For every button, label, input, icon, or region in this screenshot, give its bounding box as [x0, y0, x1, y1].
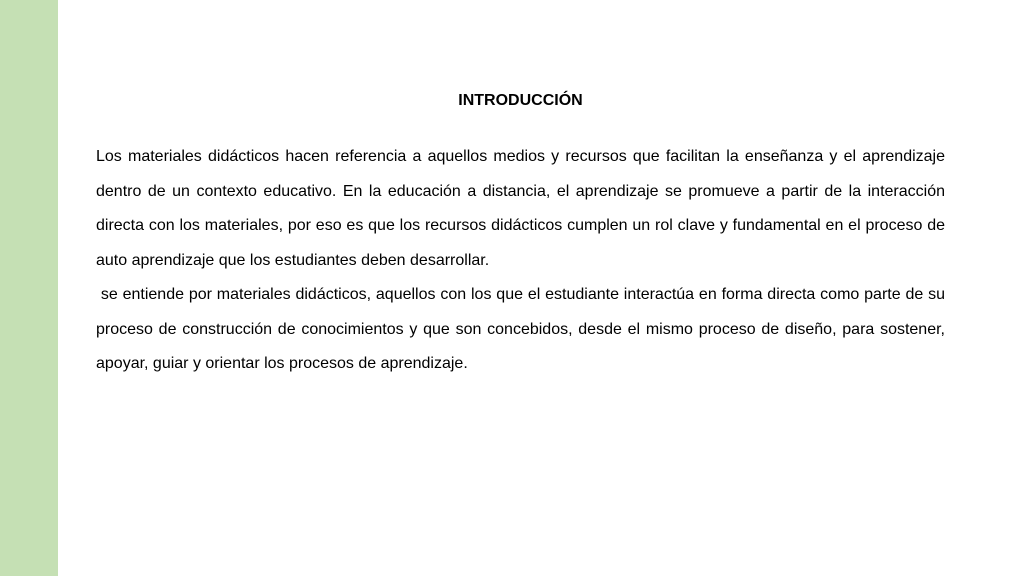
slide-title: INTRODUCCIÓN	[458, 92, 583, 109]
left-accent-band	[0, 0, 58, 576]
slide-body	[96, 140, 950, 382]
body-paragraph-2: se entiende por materiales didácticos, aquellos con los que el estudiante interactúa en forma directa como parte de su proceso de construcción de conocimientos y que son concebidos, desde el mismo proceso de diseño, para sostener, apoyar, guiar y orientar los procesos de aprendizaje.	[96, 286, 950, 372]
body-paragraph-1: Los materiales didácticos hacen referencia a aquellos medios y recursos que facilitan la enseñanza y el aprendizaje dentro de un contexto educativo. En la educación a distancia, el aprendizaje se promueve a partir de la interacción directa con los materiales, por eso es que los recursos didácticos cumplen un rol clave y fundamental en el proceso de auto aprendizaje que los estudiantes deben desarrollar.	[96, 148, 945, 269]
